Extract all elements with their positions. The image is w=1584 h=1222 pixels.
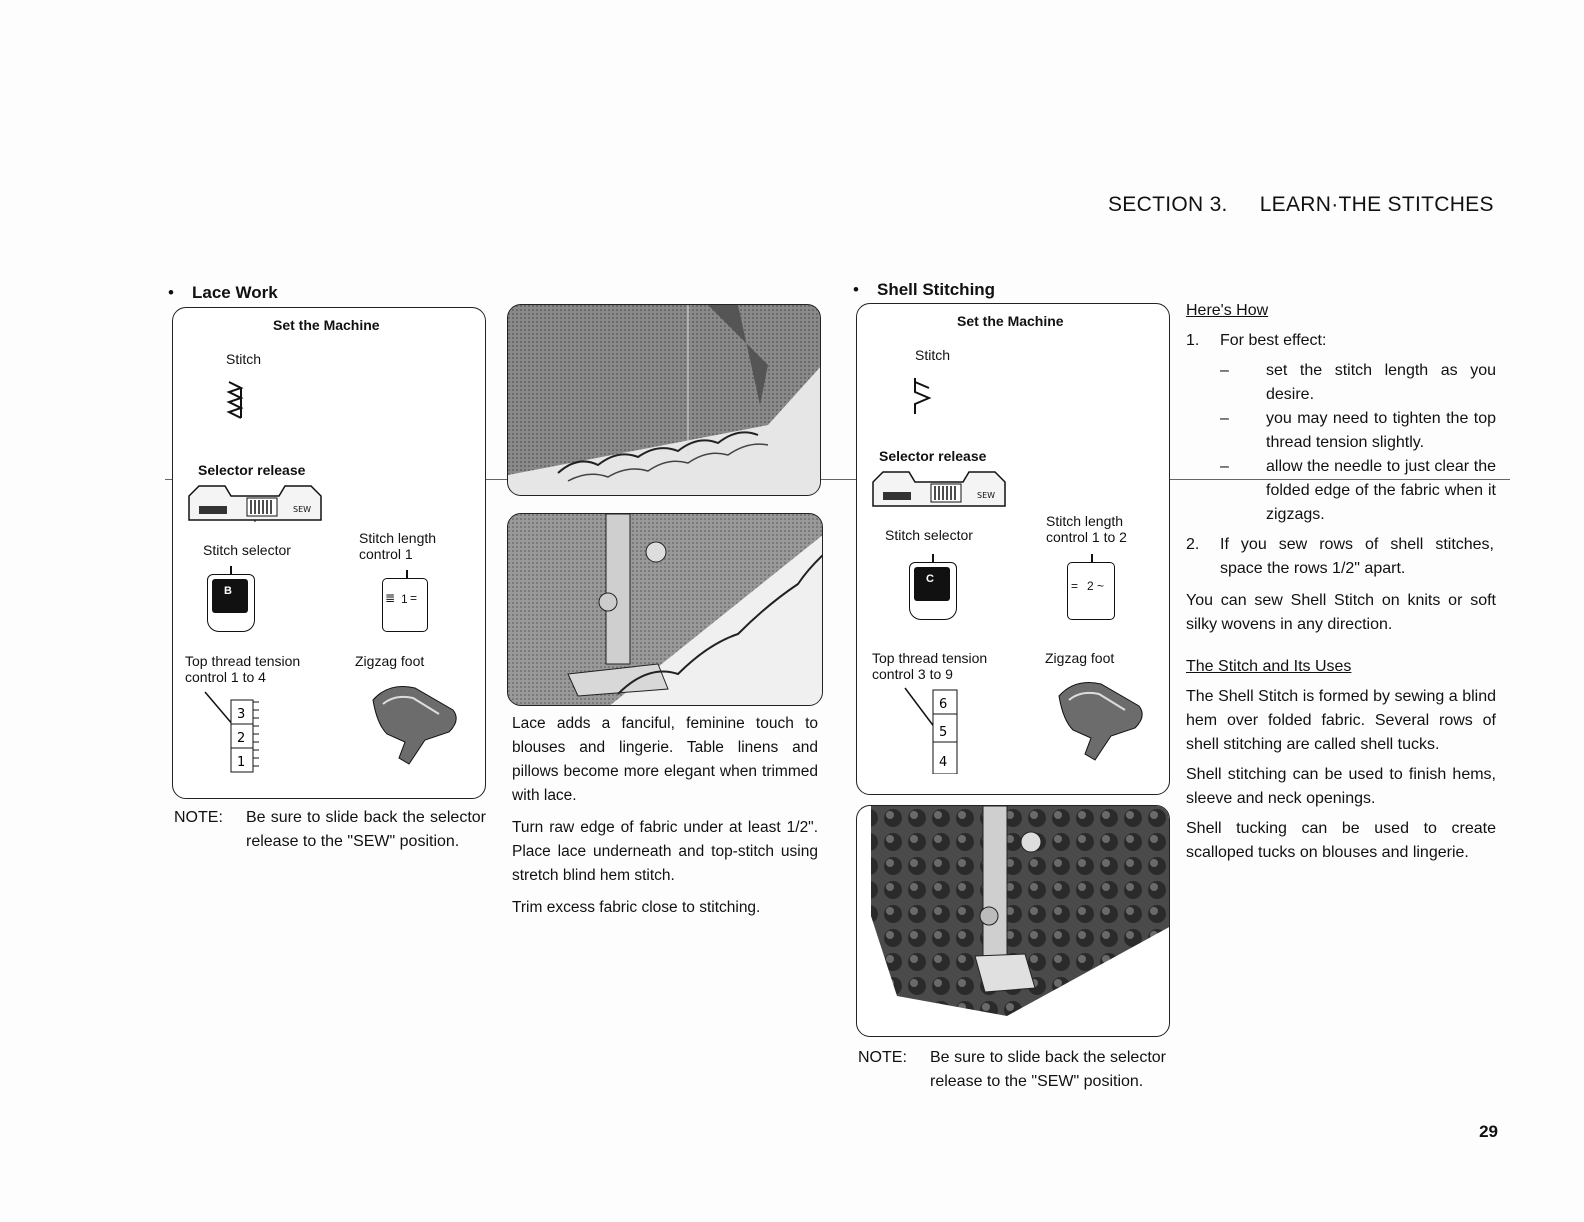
selector-release-icon — [869, 468, 1009, 508]
stitch-length-dial — [1067, 562, 1115, 620]
instructions-column — [1186, 299, 1496, 865]
dial-mark: 2 — [1087, 579, 1094, 593]
lace-note — [174, 806, 494, 886]
sub-step-3 — [1220, 455, 1496, 533]
zigzag-foot-icon — [369, 680, 459, 768]
stitch-selector-label: Stitch selector — [203, 542, 291, 558]
tension-dial-icon — [201, 688, 261, 778]
lace-settings-panel — [172, 307, 486, 799]
stitch-selector-button-frame — [207, 574, 255, 632]
dash: – — [1220, 362, 1229, 379]
sew-mark: SEW — [977, 491, 996, 500]
blind-hem-stitch-icon — [911, 376, 933, 416]
top-thread-text: Top thread tension — [872, 650, 988, 666]
stitch-length-dial — [382, 578, 428, 632]
stitch-length-text: Stitch length — [1046, 513, 1124, 529]
section-header — [1108, 193, 1494, 217]
top-thread-tension-label — [872, 650, 987, 682]
tension-num-bot: 4 — [939, 755, 948, 770]
selector-release-icon — [185, 482, 325, 522]
selector-release-label: Selector release — [879, 448, 987, 464]
shell-note — [858, 1046, 1178, 1126]
sub-step-2-text: you may need to tighten the top thread tension slightly. — [1266, 410, 1496, 451]
uses-paragraph-1: The Shell Stitch is formed by sewing a blind hem over folded fabric. Several rows of shell stitching are called shell tucks. — [1186, 688, 1496, 753]
stitch-label: Stitch — [915, 347, 951, 363]
stretch-blind-stitch-icon — [225, 380, 247, 420]
set-machine-heading: Set the Machine — [957, 313, 1064, 329]
tension-num-mid: 2 — [237, 731, 246, 746]
sub-step-1-text: set the stitch length as you desire. — [1266, 362, 1496, 403]
selector-release-label: Selector release — [198, 462, 306, 478]
top-thread-value: control 3 to 9 — [872, 666, 953, 682]
stitch-length-text: Stitch length — [359, 530, 437, 546]
lace-para-1: Lace adds a fanciful, feminine touch to blouses and lingerie. Table linens and pillows become more elegant when trimmed with lace. — [512, 715, 818, 804]
dial-lines-right: ~ — [1097, 579, 1105, 593]
step-1 — [1186, 329, 1496, 359]
page-number: 29 — [1479, 1122, 1498, 1141]
lace-photo-presser-foot — [507, 513, 823, 706]
tension-num-top: 6 — [939, 697, 948, 712]
sub-step-1 — [1220, 359, 1496, 407]
dial-lines: = — [1071, 579, 1079, 593]
note-text: Be sure to slide back the selector release to the "SEW" position. — [930, 1049, 1166, 1090]
stitch-length-value: control 1 to 2 — [1046, 529, 1127, 545]
stitch-selector-button — [212, 579, 248, 613]
set-machine-heading: Set the Machine — [273, 317, 380, 333]
stitch-label: Stitch — [226, 351, 262, 367]
lace-photo-fabric — [507, 304, 821, 496]
stitch-selector-button — [914, 567, 950, 601]
stitch-length-label — [359, 530, 436, 562]
knits-paragraph: You can sew Shell Stitch on knits or soft silky wovens in any direction. — [1186, 592, 1496, 633]
step-1-text: For best effect: — [1220, 332, 1327, 349]
dash: – — [1220, 410, 1229, 427]
note-text: Be sure to slide back the selector release to the "SEW" position. — [246, 809, 486, 850]
stitch-selector-label: Stitch selector — [885, 527, 973, 543]
step-1-number: 1. — [1186, 332, 1200, 349]
sub-step-2 — [1220, 407, 1496, 455]
stitch-selector-button-frame — [909, 562, 957, 620]
lace-work-title: • Lace Work — [168, 283, 278, 303]
top-thread-tension-label — [185, 653, 300, 685]
shell-photo — [856, 805, 1170, 1037]
stitch-length-label — [1046, 513, 1127, 545]
dial-mark: 1 — [401, 592, 408, 606]
sub-step-3-text: allow the needle to just clear the folded edge of the fabric when it zigzags. — [1266, 458, 1496, 523]
uses-paragraph-3: Shell tucking can be used to create scalloped tucks on blouses and lingerie. — [1186, 820, 1496, 861]
step-2-text: If you sew rows of shell stitches, space the rows 1/2" apart. — [1220, 536, 1494, 577]
tension-dial-icon — [901, 684, 961, 774]
zigzag-foot-label: Zigzag foot — [355, 653, 425, 669]
section-title: LEARN·THE STITCHES — [1259, 193, 1494, 216]
zigzag-foot-label: Zigzag foot — [1045, 650, 1115, 666]
heres-how-heading: Here's How — [1186, 302, 1269, 319]
lace-para-2: Turn raw edge of fabric under at least 1/2". Place lace underneath and top-stitch using stretch blind hem stitch. — [512, 819, 818, 884]
tension-num-bot: 1 — [237, 755, 246, 770]
uses-heading: The Stitch and Its Uses — [1186, 658, 1352, 675]
sew-mark: SEW — [293, 505, 312, 514]
lace-para-3: Trim excess fabric close to stitching. — [512, 899, 761, 916]
top-thread-value: control 1 to 4 — [185, 669, 266, 685]
selector-letter: C — [926, 573, 934, 585]
tension-num-mid: 5 — [939, 725, 948, 740]
dial-lines: ≣ — [385, 591, 395, 605]
lace-description — [512, 712, 818, 928]
top-thread-text: Top thread tension — [185, 653, 301, 669]
stitch-length-value: control 1 — [359, 546, 413, 562]
tension-num-top: 3 — [237, 707, 246, 722]
zigzag-foot-icon — [1055, 676, 1145, 764]
shell-stitching-title: • Shell Stitching — [853, 280, 995, 300]
note-label: NOTE: — [174, 809, 223, 826]
note-label: NOTE: — [858, 1049, 907, 1066]
section-number: SECTION 3. — [1108, 193, 1228, 216]
uses-paragraph-2: Shell stitching can be used to finish hems, sleeve and neck openings. — [1186, 766, 1496, 807]
shell-settings-panel — [856, 303, 1170, 795]
selector-letter: B — [224, 585, 232, 597]
step-2-number: 2. — [1186, 536, 1200, 553]
dash: – — [1220, 458, 1229, 475]
dial-lines-right: = — [410, 591, 418, 605]
step-2 — [1186, 533, 1496, 589]
